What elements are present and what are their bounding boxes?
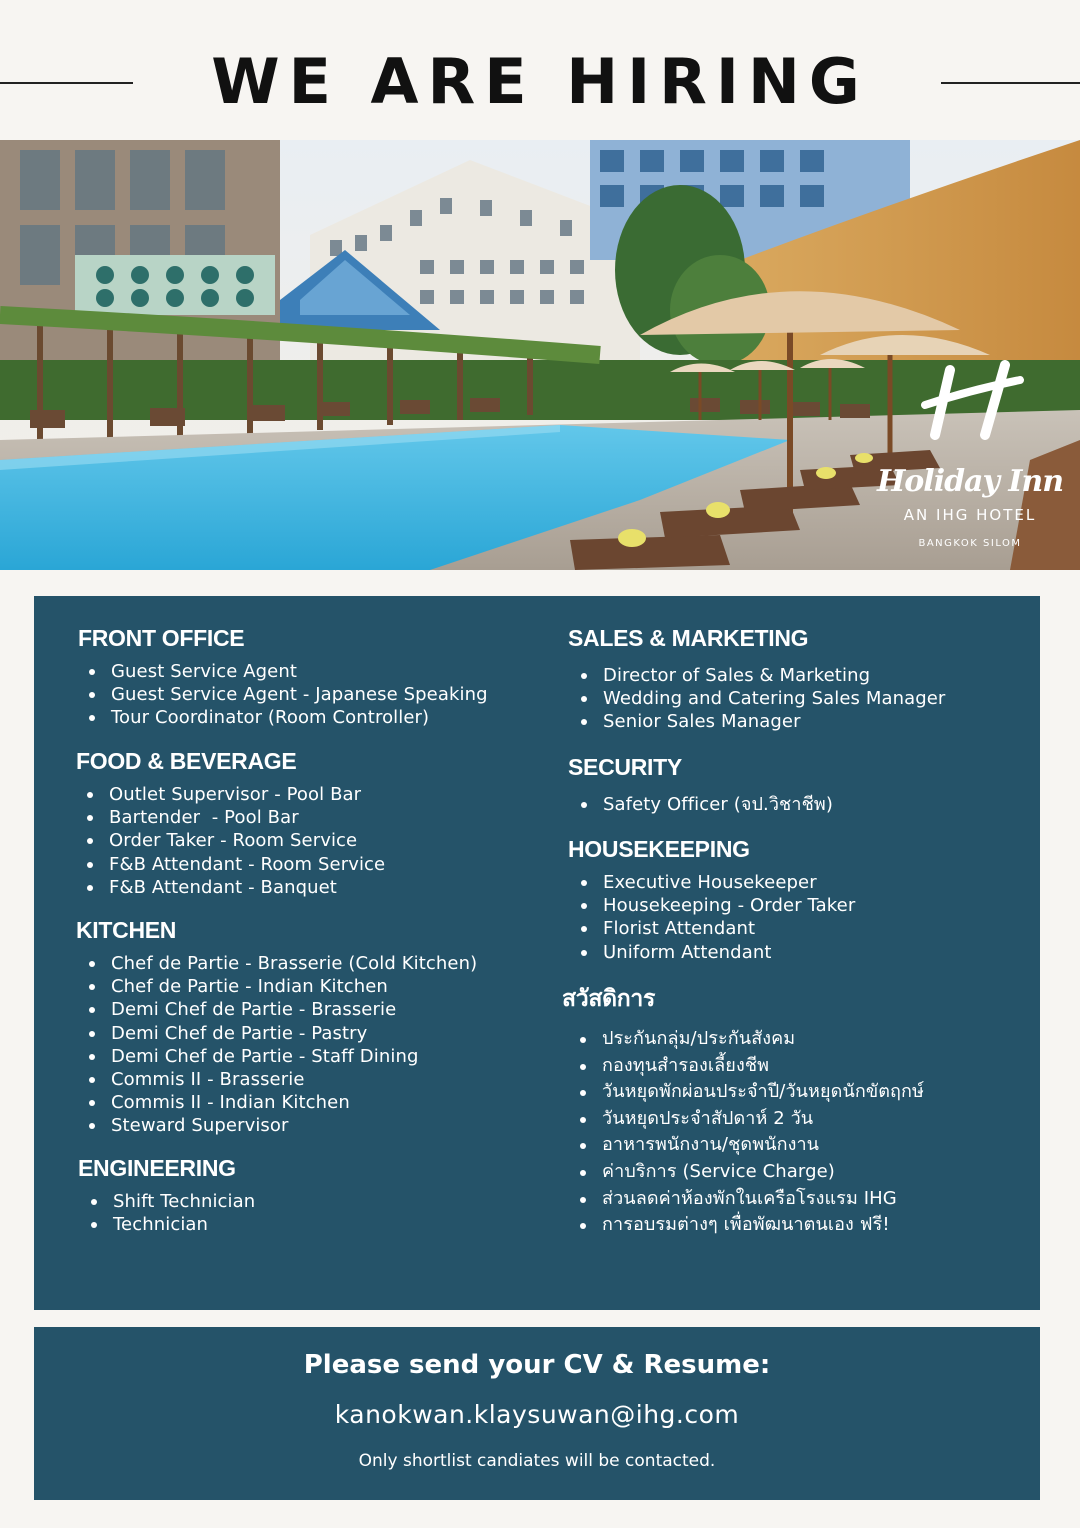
section-housekeeping [568, 835, 1038, 964]
list-item: ค่าบริการ (Service Charge) [602, 1159, 1032, 1186]
list-item: Commis II - Indian Kitchen [111, 1091, 526, 1114]
cta-heading: Please send your CV & Resume: [303, 1350, 771, 1380]
list-item: F&B Attendant - Room Service [109, 853, 526, 876]
list-item: Demi Chef de Partie - Pastry [111, 1022, 526, 1045]
job-list [568, 793, 1038, 816]
list-item: Wedding and Catering Sales Manager [603, 687, 1038, 710]
section-title: FRONT OFFICE [78, 625, 245, 651]
section-title: FOOD & BEVERAGE [76, 748, 297, 774]
section-title: HOUSEKEEPING [568, 836, 750, 862]
list-item: Order Taker - Room Service [109, 829, 526, 852]
job-list [568, 871, 1038, 964]
job-list [78, 660, 528, 730]
job-list [78, 1190, 528, 1236]
section-title: ENGINEERING [78, 1155, 236, 1181]
list-item: Commis II - Brasserie [111, 1068, 526, 1091]
list-item: Senior Sales Manager [603, 710, 1038, 733]
list-item: Technician [113, 1213, 528, 1236]
section-sales-marketing [568, 624, 1038, 734]
list-item: F&B Attendant - Banquet [109, 876, 526, 899]
list-item: ประกันกลุ่ม/ประกันสังคม [602, 1026, 1032, 1053]
section-engineering [78, 1154, 528, 1236]
list-item: Florist Attendant [603, 917, 1038, 940]
email-link[interactable]: kanokwan.klaysuwan@ihg.com [334, 1400, 740, 1429]
logo-brand: Holiday Inn [876, 464, 1064, 499]
section-title: SALES & MARKETING [568, 625, 809, 651]
header-rule-right [941, 82, 1080, 84]
list-item: กองทุนสำรองเลี้ยงชีพ [602, 1053, 1032, 1080]
list-item: Steward Supervisor [111, 1114, 526, 1137]
list-item: Chef de Partie - Indian Kitchen [111, 975, 526, 998]
list-item: วันหยุดประจำสัปดาห์ 2 วัน [602, 1106, 1032, 1133]
list-item: Guest Service Agent - Japanese Speaking [111, 683, 528, 706]
benefit-list [562, 1026, 1032, 1239]
section-benefits [562, 984, 1032, 1239]
list-item: Bartender - Pool Bar [109, 806, 526, 829]
job-list [76, 952, 526, 1138]
contact-panel [34, 1327, 1040, 1500]
list-item: วันหยุดพักผ่อนประจำปี/วันหยุดนักขัตฤกษ์ [602, 1079, 1032, 1106]
list-item: Uniform Attendant [603, 941, 1038, 964]
list-item: Guest Service Agent [111, 660, 528, 683]
list-item: Shift Technician [113, 1190, 528, 1213]
jobs-panel [34, 596, 1040, 1310]
section-title: KITCHEN [76, 917, 177, 943]
list-item: Outlet Supervisor - Pool Bar [109, 783, 526, 806]
section-security [568, 753, 1038, 816]
holiday-inn-logo [870, 360, 1070, 560]
page-title: WE ARE HIRING [211, 45, 869, 118]
section-kitchen [76, 916, 526, 1138]
list-item: Tour Coordinator (Room Controller) [111, 706, 528, 729]
list-item: ส่วนลดค่าห้องพักในเครือโรงแรม IHG [602, 1186, 1032, 1213]
shortlist-note: Only shortlist candiates will be contacted. [358, 1451, 716, 1471]
logo-tagline: AN IHG HOTEL [903, 506, 1037, 524]
section-food-beverage [76, 747, 526, 899]
header [0, 0, 1080, 140]
list-item: Chef de Partie - Brasserie (Cold Kitchen) [111, 952, 526, 975]
list-item: Demi Chef de Partie - Brasserie [111, 998, 526, 1021]
section-title: SECURITY [568, 754, 682, 780]
job-list [76, 783, 526, 899]
list-item: Safety Officer (จป.วิชาชีพ) [603, 793, 1038, 816]
list-item: Housekeeping - Order Taker [603, 894, 1038, 917]
section-front-office [78, 624, 528, 730]
list-item: Demi Chef de Partie - Staff Dining [111, 1045, 526, 1068]
list-item: การอบรมต่างๆ เพื่อพัฒนาตนเอง ฟรี! [602, 1212, 1032, 1239]
job-list [568, 664, 1038, 734]
list-item: Executive Housekeeper [603, 871, 1038, 894]
header-rule-left [0, 82, 133, 84]
section-title: สวัสดิการ [562, 985, 656, 1011]
list-item: อาหารพนักงาน/ชุดพนักงาน [602, 1132, 1032, 1159]
holiday-inn-h-logo-icon [920, 360, 1030, 440]
logo-location: BANGKOK SILOM [918, 538, 1022, 549]
list-item: Director of Sales & Marketing [603, 664, 1038, 687]
